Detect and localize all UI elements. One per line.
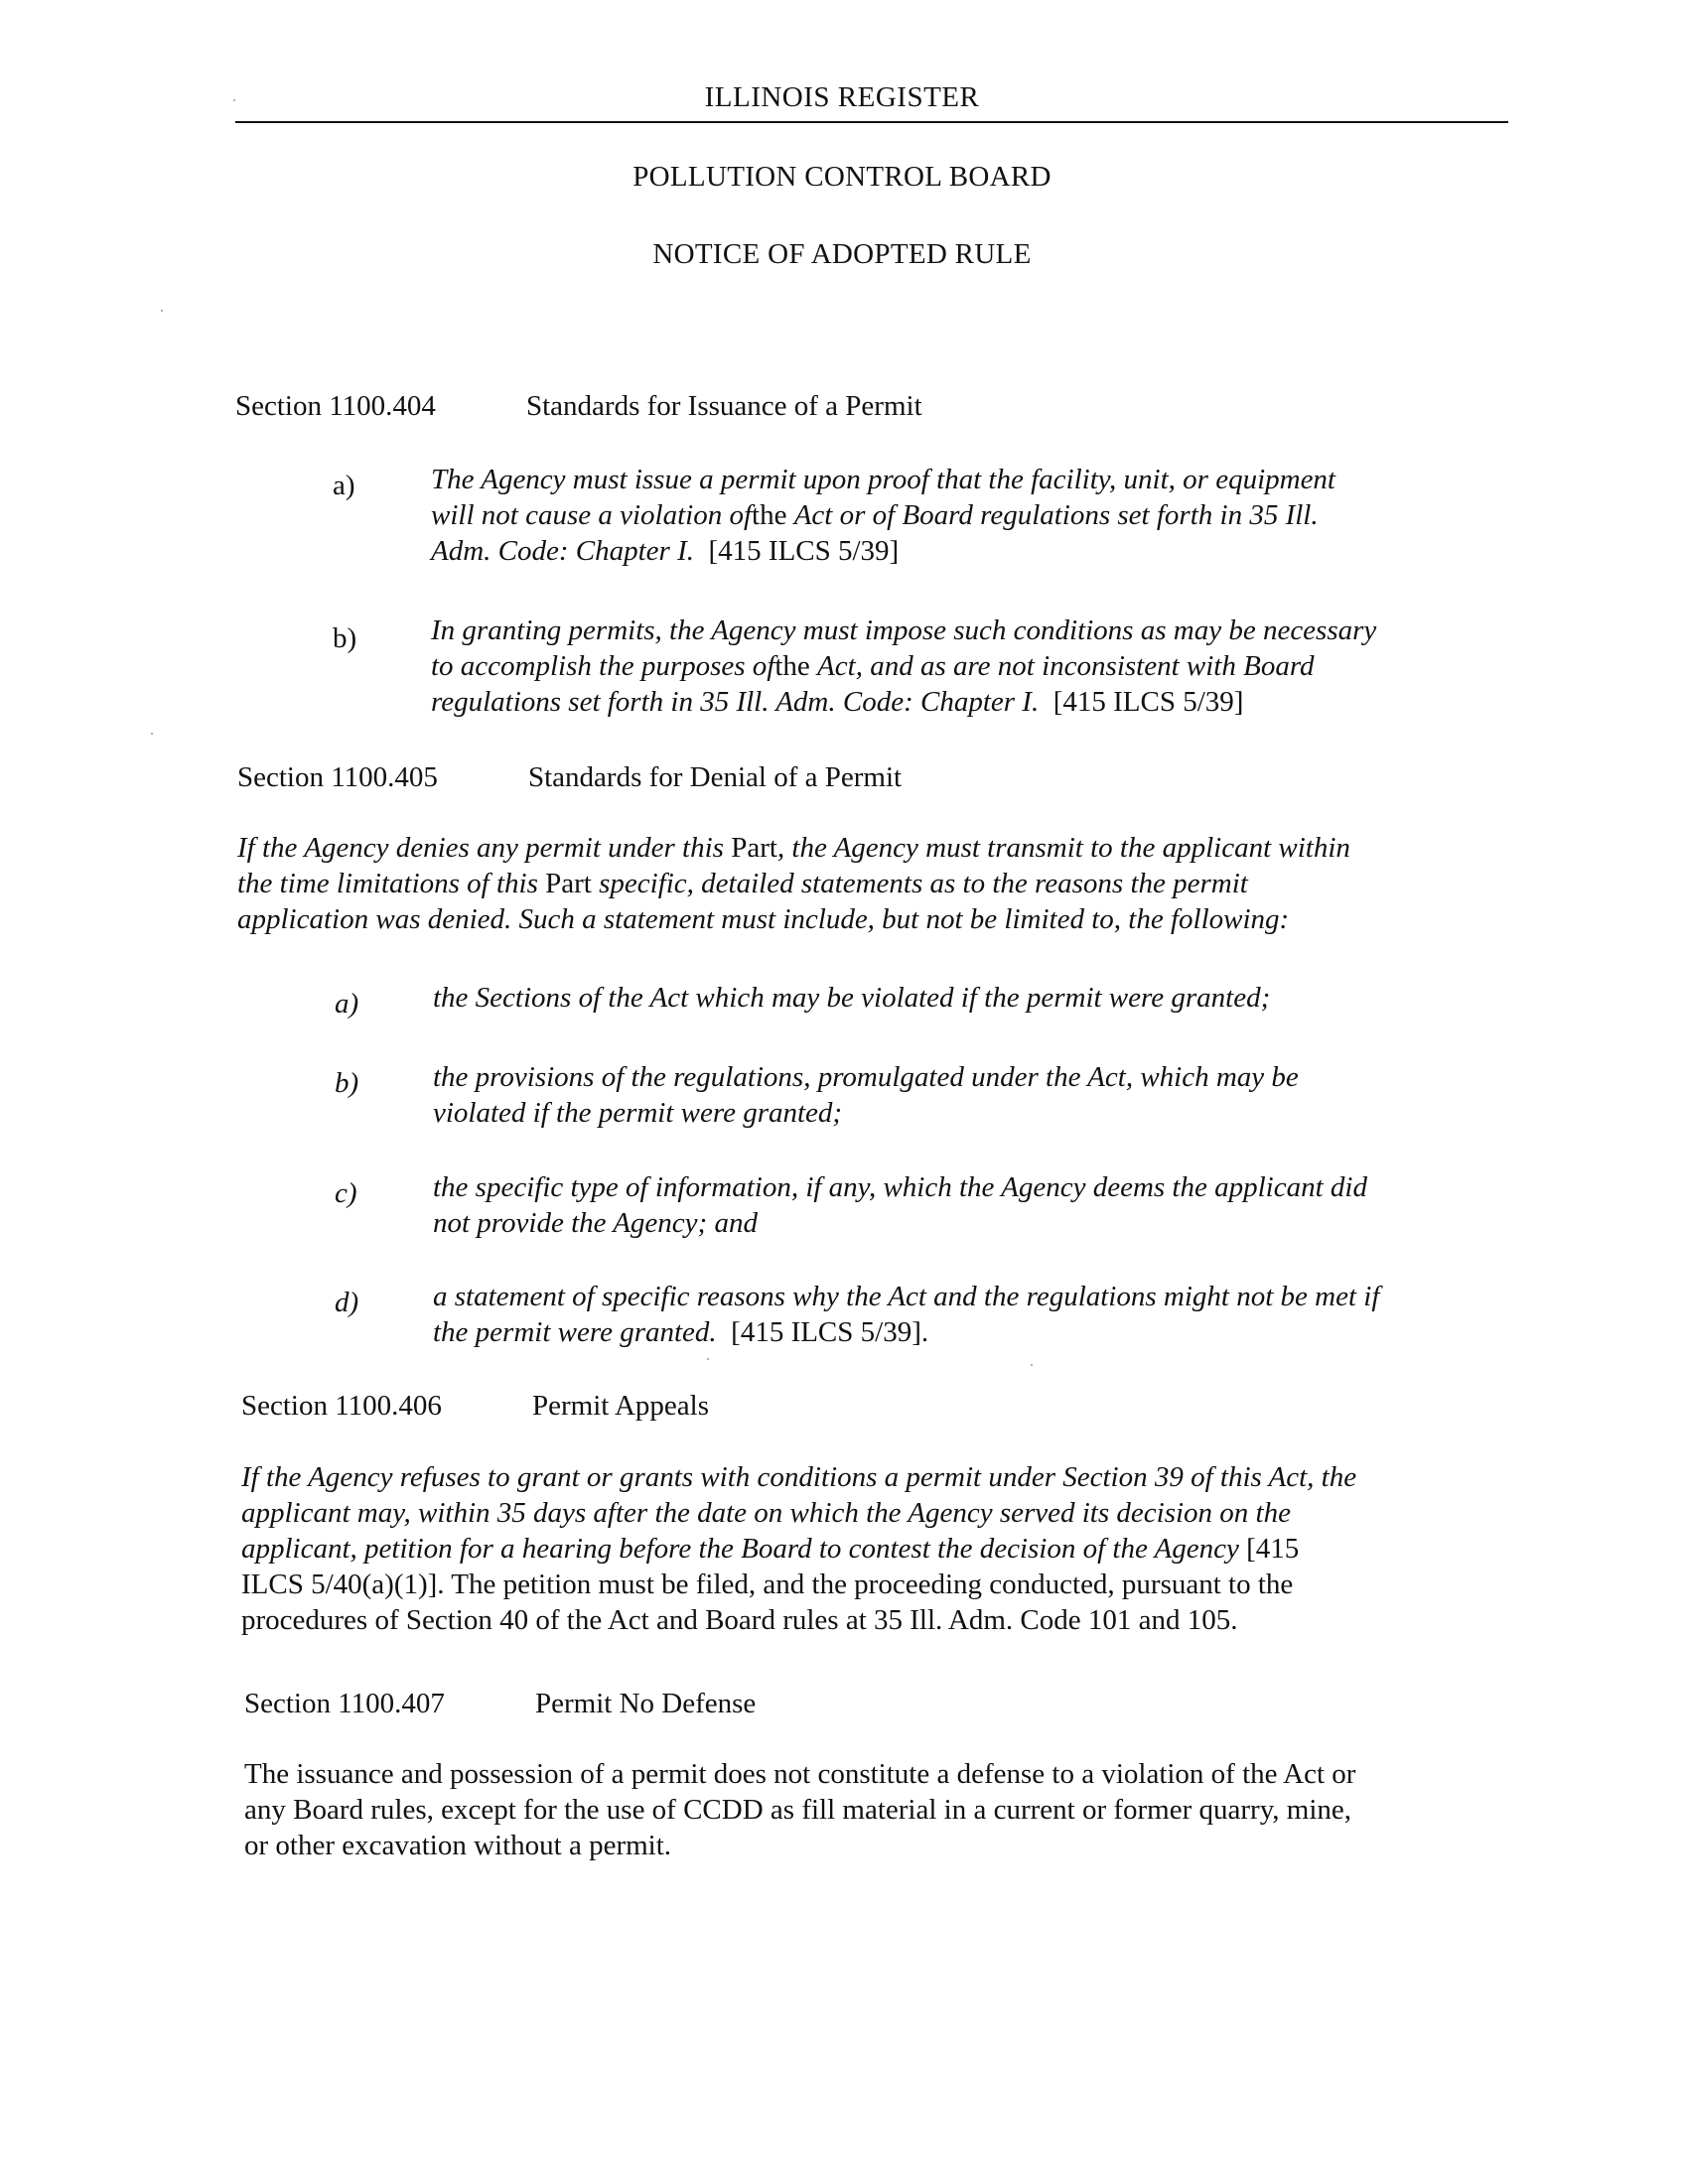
item-label: c) <box>335 1177 357 1209</box>
paragraph-407 <box>244 1756 1355 1863</box>
notice-title: NOTICE OF ADOPTED RULE <box>652 238 1032 270</box>
paragraph-405-c <box>433 1169 1367 1241</box>
text-line: Act, and as are not inconsistent with Board <box>817 650 1315 682</box>
text-line: application was denied. Such a statement must include, but not be limited to, the following: <box>237 903 1290 935</box>
text-line: the <box>774 650 810 682</box>
section-number: Section 1100.404 <box>235 390 436 422</box>
text-line: the provisions of the regulations, promulgated under the Act, which may be <box>433 1061 1299 1093</box>
paragraph-405-intro <box>237 830 1350 937</box>
item-label: b) <box>333 622 357 654</box>
scan-speck <box>233 99 235 101</box>
text-line: or other excavation without a permit. <box>244 1830 672 1861</box>
text-line: If the Agency refuses to grant or grants with conditions a permit under Section 39 of this Act, the <box>241 1461 1357 1493</box>
text-line: Adm. Code: Chapter I. <box>431 535 694 567</box>
text-line: the <box>752 499 787 531</box>
text-line: In granting permits, the Agency must impose such conditions as may be necessary <box>431 614 1377 646</box>
citation: [415 <box>1246 1533 1300 1565</box>
text-line: not provide the Agency; and <box>433 1207 758 1239</box>
text-line: violated if the permit were granted; <box>433 1097 843 1129</box>
text-line: , the Agency must transmit to the applicant within <box>776 832 1350 864</box>
section-title: Standards for Issuance of a Permit <box>526 390 922 422</box>
item-label: a) <box>333 470 355 501</box>
scan-speck <box>707 1358 709 1360</box>
text-line: If the Agency denies any permit under this <box>237 832 724 864</box>
text-line: the permit were granted. <box>433 1316 717 1348</box>
citation: [415 ILCS 5/39]. <box>731 1316 929 1348</box>
section-number: Section 1100.406 <box>241 1390 442 1422</box>
text-line: to accomplish the purposes of <box>431 650 775 682</box>
item-label: b) <box>335 1067 359 1099</box>
section-number: Section 1100.405 <box>237 761 438 793</box>
text-line: applicant, petition for a hearing before the Board to contest the decision of the Agency <box>241 1533 1239 1565</box>
text-line: the time limitations of this <box>237 868 538 899</box>
text-line: Part <box>545 868 592 899</box>
text-line: the Sections of the Act which may be violated if the permit were granted; <box>433 982 1271 1014</box>
text-line: any Board rules, except for the use of CCDD as fill material in a current or former quarry, mine, <box>244 1794 1352 1826</box>
paragraph-405-a <box>433 980 1270 1016</box>
register-title: ILLINOIS REGISTER <box>704 81 980 113</box>
board-name: POLLUTION CONTROL BOARD <box>632 161 1052 193</box>
paragraph-405-d <box>433 1279 1379 1350</box>
text-line: regulations set forth in 35 Ill. Adm. Code: Chapter I. <box>431 686 1040 718</box>
citation: [415 ILCS 5/39] <box>1052 686 1244 718</box>
text-line: will not cause a violation of <box>431 499 753 531</box>
text-line: procedures of Section 40 of the Act and Board rules at 35 Ill. Adm. Code 101 and 105. <box>241 1604 1238 1636</box>
scan-speck <box>161 310 163 312</box>
header-rule <box>235 121 1508 123</box>
section-title: Permit Appeals <box>532 1390 710 1422</box>
text-line: The issuance and possession of a permit does not constitute a defense to a violation of the Act or <box>244 1758 1356 1790</box>
scan-speck <box>1031 1364 1033 1366</box>
text-line: ILCS 5/40(a)(1)]. The petition must be filed, and the proceeding conducted, pursuant to the <box>241 1569 1294 1600</box>
paragraph-406 <box>241 1459 1356 1638</box>
section-title: Standards for Denial of a Permit <box>528 761 903 793</box>
text-line: applicant may, within 35 days after the date on which the Agency served its decision on the <box>241 1497 1291 1529</box>
citation: [415 ILCS 5/39] <box>708 535 900 567</box>
paragraph-405-b <box>433 1059 1299 1131</box>
item-label: d) <box>335 1287 359 1318</box>
section-title: Permit No Defense <box>535 1688 757 1719</box>
text-line: specific, detailed statements as to the reasons the permit <box>599 868 1248 899</box>
text-line: Part <box>731 832 777 864</box>
paragraph-404-a <box>431 462 1335 569</box>
item-label: a) <box>335 988 359 1020</box>
text-line: Act or of Board regulations set forth in 35 Ill. <box>793 499 1319 531</box>
scan-speck <box>151 733 153 735</box>
text-line: a statement of specific reasons why the Act and the regulations might not be met if <box>433 1281 1380 1312</box>
paragraph-404-b <box>431 613 1376 720</box>
text-line: The Agency must issue a permit upon proof that the facility, unit, or equipment <box>431 464 1335 495</box>
text-line: the specific type of information, if any, which the Agency deems the applicant did <box>433 1171 1367 1203</box>
section-number: Section 1100.407 <box>244 1688 445 1719</box>
